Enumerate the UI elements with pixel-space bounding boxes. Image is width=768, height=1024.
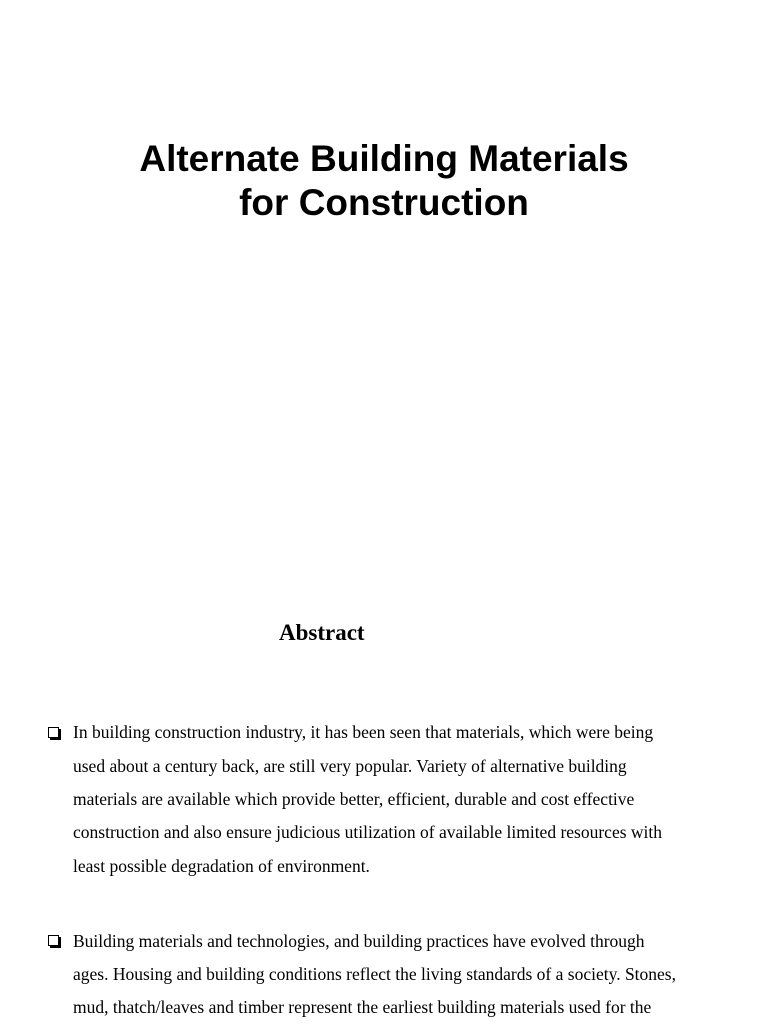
paragraph-1-line-5: least possible degradation of environment. [73,856,370,876]
paragraph-2-line-3: mud, thatch/leaves and timber represent the earliest building materials used for the [73,997,652,1017]
paragraph-2-line-2: ages. Housing and building conditions reflect the living standards of a society. Stones, [73,964,676,984]
paragraph-1-line-2: used about a century back, are still very popular. Variety of alternative building [73,756,627,776]
abstract-heading: Abstract [279,620,365,645]
paragraph-2-line-1: Building materials and technologies, and building practices have evolved through [73,931,645,951]
title-line-2: for Construction [239,182,529,223]
checkbox-bullet-icon [48,935,59,946]
paragraph-1-line-3: materials are available which provide better, efficient, durable and cost effective [73,789,635,809]
document-title [0,137,768,225]
paragraph-1-line-4: construction and also ensure judicious utilization of available limited resources with [73,822,663,842]
title-line-1: Alternate Building Materials [139,138,629,179]
paragraph-1-line-1: In building construction industry, it has been seen that materials, which were being [73,722,654,742]
checkbox-bullet-icon [48,727,59,738]
